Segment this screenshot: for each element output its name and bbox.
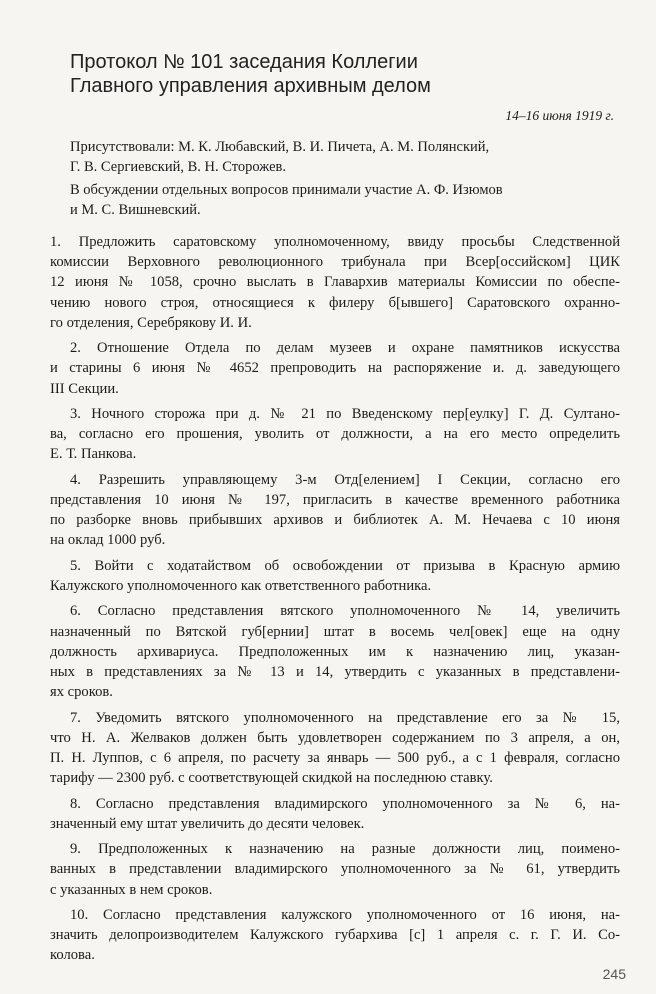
protocol-item	[50, 839, 620, 900]
item-line: на оклад 1000 руб.	[50, 532, 166, 549]
protocol-item	[50, 794, 620, 834]
document-date: 14–16 июня 1919 г.	[505, 108, 614, 123]
item-line: по разборке вновь прибывших архивов и библиотек А. М. Нечаева с 10 июня	[50, 512, 620, 529]
item-line: 3. Ночного сторожа при д. № 21 по Введенскому пер[еулку] Г. Д. Султано-	[70, 406, 620, 422]
attendance-list	[70, 137, 630, 177]
protocol-item	[50, 905, 620, 966]
protocol-item	[50, 601, 620, 702]
item-line: ва, согласно его прошения, уволить от должности, а на его место определить	[50, 426, 620, 443]
item-line: представления 10 июня № 197, пригласить в качестве временного работника	[50, 492, 620, 508]
attendance-line: Г. В. Сергиевский, В. Н. Сторожев.	[70, 159, 286, 175]
protocol-item	[50, 470, 620, 551]
item-line: 7. Уведомить вятского уполномоченного на представление его за № 15,	[70, 709, 620, 726]
item-line: с указанных в нем сроков.	[50, 881, 213, 898]
page-number: 245	[602, 966, 626, 982]
item-line: 1. Предложить саратовскому уполномоченному, ввиду просьбы Следственной	[50, 234, 620, 250]
item-line: комиссии Верховного революционного трибунала при Всер[оссийском] ЦИК	[50, 254, 620, 271]
item-line: Е. Т. Панкова.	[50, 446, 137, 463]
item-line: 8. Согласно представления владимирского уполномоченного за № 6, на-	[70, 795, 620, 812]
item-line: ванных в представлении владимирского уполномоченного за № 61, утвердить	[50, 861, 620, 878]
protocol-item	[50, 556, 620, 596]
item-line: 12 июня № 1058, срочно выслать в Главархив материалы Комиссии по обеспе-	[50, 274, 620, 291]
item-line: и старины 6 июня № 4652 препроводить на распоряжение и. д. заведующего	[50, 360, 620, 377]
item-line: ях сроков.	[50, 684, 113, 701]
item-line: колова.	[50, 947, 95, 964]
item-line: 5. Войти с ходатайством об освобождении от призыва в Красную армию	[70, 557, 620, 574]
item-line: III Секции.	[50, 380, 119, 397]
protocol-item	[50, 338, 620, 399]
item-line: 2. Отношение Отдела по делам музеев и охране памятников искусства	[70, 340, 620, 357]
item-line: го отделения, Серебрякову И. И.	[50, 314, 252, 331]
item-line: 6. Согласно представления вятского уполномоченного № 14, увеличить	[70, 603, 620, 620]
item-line: значенный ему штат увеличить до десяти человек.	[50, 815, 365, 832]
attendance-line: Присутствовали: М. К. Любавский, В. И. Пичета, А. М. Полянский,	[70, 139, 490, 155]
item-line: тарифу — 2300 руб. с соответствующей скидкой на последнюю ставку.	[50, 770, 493, 787]
title-line: Протокол № 101 заседания Коллегии	[70, 51, 418, 73]
item-line: что Н. А. Желваков должен быть удовлетворен содержанием по 3 апреля, а он,	[50, 729, 620, 746]
protocol-item	[50, 232, 620, 333]
protocol-item	[50, 404, 620, 465]
title-line: Главного управления архивным делом	[70, 75, 431, 97]
protocol-item	[50, 708, 620, 789]
item-line: должность архивариуса. Предположенных им к назначению лиц, указан-	[50, 643, 620, 660]
item-line: П. Н. Луппов, с 6 апреля, по расчету за январь — 500 руб., а с 1 февраля, согласно	[50, 750, 620, 766]
discussion-line: и М. С. Вишневский.	[70, 202, 201, 218]
item-line: значить делопроизводителем Калужского губархива [с] 1 апреля с. г. Г. И. Со-	[50, 927, 620, 944]
document-title	[70, 50, 590, 98]
item-line: 9. Предположенных к назначению на разные должности лиц, поимено-	[70, 841, 620, 858]
item-line: 10. Согласно представления калужского уполномоченного от 16 июня, на-	[70, 906, 620, 923]
discussion-line: В обсуждении отдельных вопросов принимали участие А. Ф. Изюмов	[70, 182, 503, 198]
item-line: назначенный по Вятской губ[ернии] штат в восемь чел[овек] еще на одну	[50, 623, 620, 640]
item-line: Калужского уполномоченного как ответственного работника.	[50, 578, 432, 594]
item-line: 4. Разрешить управляющему 3-м Отд[елением] I Секции, согласно его	[70, 471, 620, 488]
item-line: чению нового строя, относящиеся к филеру б[ывшего] Саратовского охранно-	[50, 294, 620, 311]
protocol-body	[50, 232, 620, 971]
discussion-participants	[70, 180, 630, 220]
item-line: ных в представлениях за № 13 и 14, утвердить с указанных в представлени-	[50, 664, 620, 680]
